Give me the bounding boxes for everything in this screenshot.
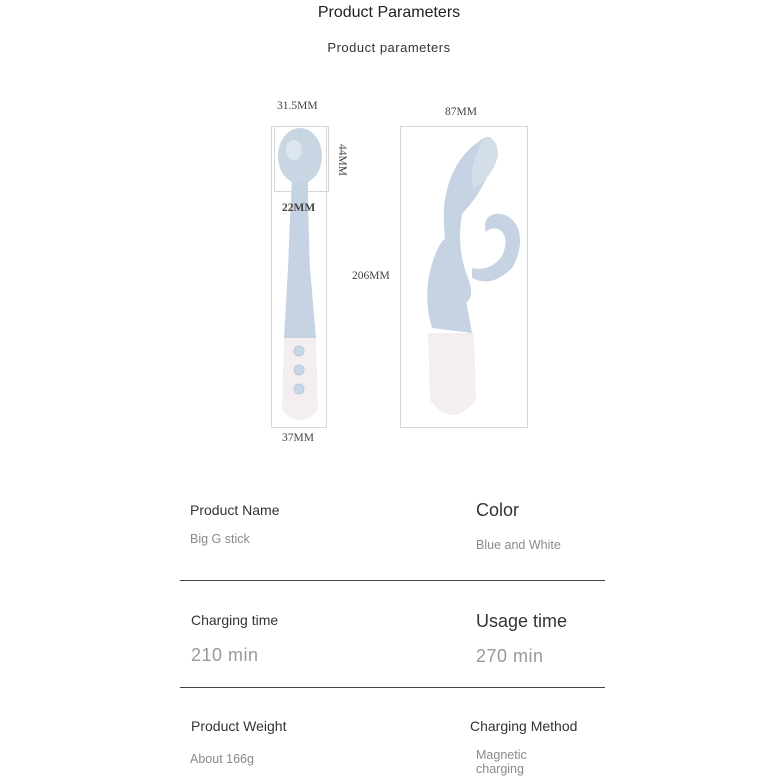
front-width-top-label: 31.5MM	[277, 100, 318, 112]
side-view-diagram	[350, 104, 540, 434]
color-value: Blue and White	[476, 538, 561, 552]
usage-time-label: Usage time	[476, 611, 568, 631]
charging-time-label: Charging time	[191, 612, 279, 628]
divider-2	[180, 687, 605, 688]
charging-method-label: Charging Method	[470, 718, 578, 734]
usage-time-value: 270 min	[476, 646, 544, 666]
charging-time-value: 210 min	[191, 645, 259, 665]
page-subtitle: Product parameters	[327, 40, 451, 55]
product-weight-value: About 166g	[190, 752, 254, 766]
page-title: Product Parameters	[317, 4, 461, 21]
front-head-height-label: 44MM	[336, 144, 348, 176]
color-label: Color	[476, 500, 520, 520]
side-height-label: 206MM	[352, 270, 390, 282]
product-name-value: Big G stick	[190, 532, 250, 546]
charging-method-value-line1: Magnetic	[476, 748, 527, 762]
side-width-top-label: 87MM	[445, 106, 477, 118]
front-view-diagram	[262, 96, 362, 446]
product-name-label: Product Name	[190, 502, 280, 518]
charging-method-value-line2: charging	[476, 762, 524, 776]
side-device-image	[402, 128, 526, 426]
front-neck-width-label: 22MM	[282, 202, 316, 214]
divider-1	[180, 580, 605, 581]
front-width-bottom-label: 37MM	[282, 432, 314, 444]
front-device-image	[272, 128, 328, 428]
product-weight-label: Product Weight	[191, 718, 287, 734]
